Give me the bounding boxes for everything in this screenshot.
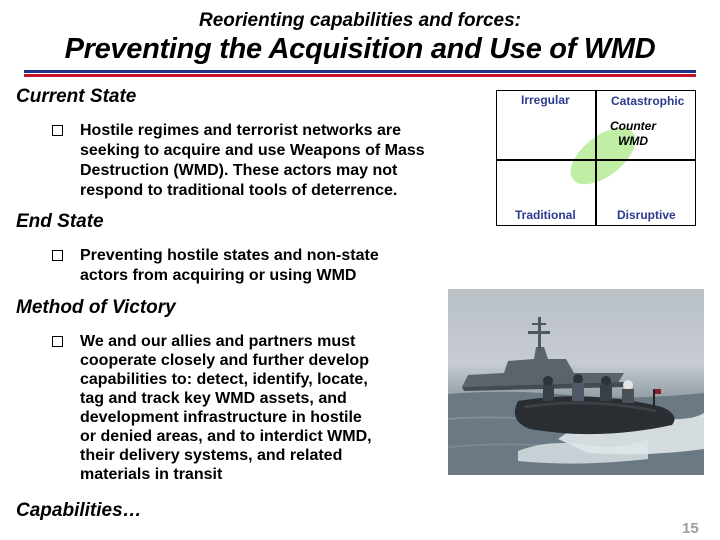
capabilities-heading: Capabilities… (16, 500, 142, 521)
checkbox-bullet-icon (52, 336, 63, 347)
end-state-heading: End State (16, 211, 104, 232)
bullet-line: seeking to acquire and use Weapons of Mass (80, 142, 425, 159)
quadrant-label-traditional: Traditional (515, 208, 576, 222)
slide-subtitle: Reorienting capabilities and forces: (198, 10, 522, 31)
title-rule-red (24, 74, 696, 77)
quadrant-label-irregular: Irregular (521, 93, 570, 107)
bullet-line: Hostile regimes and terrorist networks are (80, 122, 401, 139)
bullet-line: development infrastructure in hostile (80, 409, 362, 426)
method-heading: Method of Victory (16, 297, 176, 318)
checkbox-bullet-icon (52, 250, 63, 261)
page-number: 15 (682, 520, 699, 537)
counter-wmd-line: WMD (618, 134, 648, 148)
bullet-line: their delivery systems, and related (80, 447, 343, 464)
quadrant-label-catastrophic: Catastrophic (611, 94, 685, 108)
checkbox-bullet-icon (52, 125, 63, 136)
bullet-line: tag and track key WMD assets, and (80, 390, 347, 407)
ship-and-boat-photo (448, 289, 704, 475)
challenges-quadrant (496, 90, 696, 226)
current-state-heading: Current State (16, 86, 137, 107)
current-state-bullet (52, 121, 492, 201)
counter-wmd-label (605, 119, 661, 149)
quadrant-divider-horizontal (497, 159, 695, 161)
bullet-line: materials in transit (80, 466, 223, 483)
bullet-line: capabilities to: detect, identify, locate, (80, 371, 368, 388)
quadrant-label-disruptive: Disruptive (617, 208, 676, 222)
title-rule-blue (24, 70, 696, 73)
counter-wmd-line: Counter (610, 119, 656, 133)
slide-title: Preventing the Acquisition and Use of WMD (64, 33, 656, 65)
ship-and-boat-photo-icon (448, 289, 704, 475)
bullet-line: or denied areas, and to interdict WMD, (80, 428, 372, 445)
method-bullet (52, 332, 432, 492)
bullet-line: actors from acquiring or using WMD (80, 267, 357, 284)
bullet-line: Preventing hostile states and non-state (80, 247, 379, 264)
quadrant-divider-vertical (595, 91, 597, 225)
bullet-line: Destruction (WMD). These actors may not (80, 162, 398, 179)
bullet-line: cooperate closely and further develop (80, 352, 369, 369)
bullet-line: respond to traditional tools of deterrence. (80, 182, 398, 199)
bullet-line: We and our allies and partners must (80, 333, 356, 350)
end-state-bullet (52, 246, 432, 286)
